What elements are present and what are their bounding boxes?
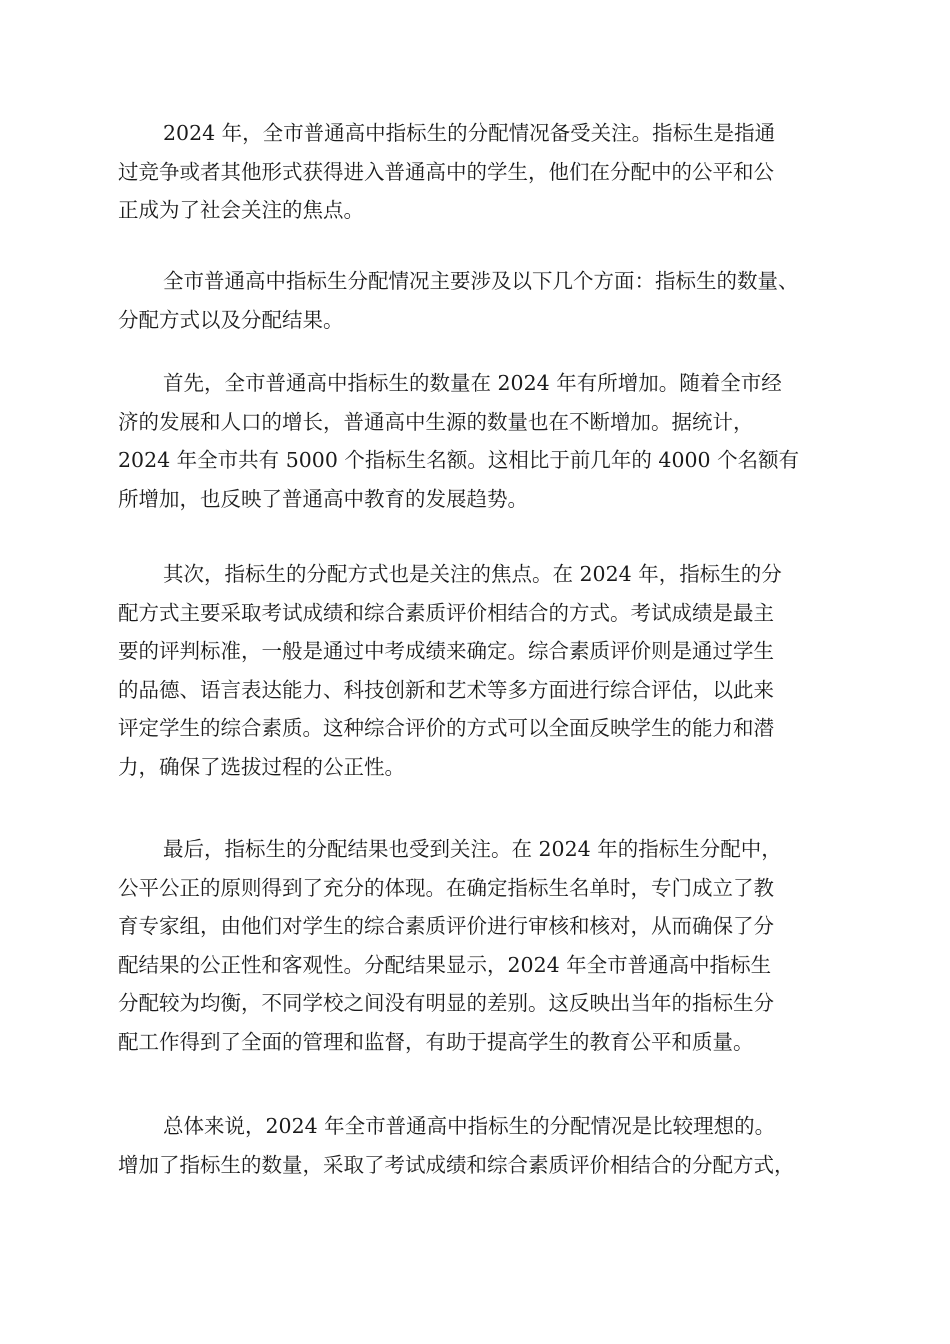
text-line: 分配方式以及分配结果。: [118, 307, 344, 332]
text-line: 所增加，也反映了普通高中教育的发展趋势。: [118, 486, 528, 511]
text-line: 增加了指标生的数量，采取了考试成绩和综合素质评价相结合的分配方式，: [118, 1152, 795, 1177]
paragraph-quantity: [118, 364, 858, 518]
paragraph-result: [118, 830, 858, 1061]
text-line: 配工作得到了全面的管理和监督，有助于提高学生的教育公平和质量。: [118, 1029, 754, 1054]
paragraph-method: [118, 555, 858, 786]
text-line: 2024 年全市共有 5000 个指标生名额。这相比于前几年的 4000 个名额有: [118, 448, 800, 472]
paragraph-summary: [118, 1107, 858, 1184]
text-line: 首先，全市普通高中指标生的数量在 2024 年有所增加。随着全市经: [163, 371, 782, 395]
text-line: 配结果的公正性和客观性。分配结果显示，2024 年全市普通高中指标生: [118, 952, 772, 977]
text-line: 育专家组，由他们对学生的综合素质评价进行审核和核对，从而确保了分: [118, 914, 774, 938]
text-line: 其次，指标生的分配方式也是关注的焦点。在 2024 年，指标生的分: [163, 562, 782, 586]
text-line: 配方式主要采取考试成绩和综合素质评价相结合的方式。考试成绩是最主: [118, 600, 774, 625]
text-line: 总体来说，2024 年全市普通高中指标生的分配情况是比较理想的。: [163, 1114, 776, 1138]
text-line: 要的评判标准，一般是通过中考成绩来确定。综合素质评价则是通过学生: [118, 639, 774, 663]
paragraph-overview: [118, 262, 858, 339]
text-line: 过竞争或者其他形式获得进入普通高中的学生，他们在分配中的公平和公: [118, 159, 774, 184]
paragraph-intro: [118, 114, 858, 230]
text-line: 2024 年，全市普通高中指标生的分配情况备受关注。指标生是指通: [163, 121, 776, 145]
text-line: 分配较为均衡，不同学校之间没有明显的差别。这反映出当年的指标生分: [118, 991, 774, 1015]
text-line: 济的发展和人口的增长，普通高中生源的数量也在不断增加。据统计，: [118, 409, 754, 434]
text-line: 最后，指标生的分配结果也受到关注。在 2024 年的指标生分配中，: [163, 837, 782, 861]
text-line: 公平公正的原则得到了充分的体现。在确定指标生名单时，专门成立了教: [118, 875, 774, 900]
text-line: 正成为了社会关注的焦点。: [118, 198, 364, 222]
text-line: 的品德、语言表达能力、科技创新和艺术等多方面进行综合评估，以此来: [118, 677, 774, 702]
text-line: 力，确保了选拔过程的公正性。: [118, 754, 405, 779]
text-line: 全市普通高中指标生分配情况主要涉及以下几个方面：指标生的数量、: [163, 269, 799, 293]
text-line: 评定学生的综合素质。这种综合评价的方式可以全面反映学生的能力和潜: [118, 716, 774, 740]
